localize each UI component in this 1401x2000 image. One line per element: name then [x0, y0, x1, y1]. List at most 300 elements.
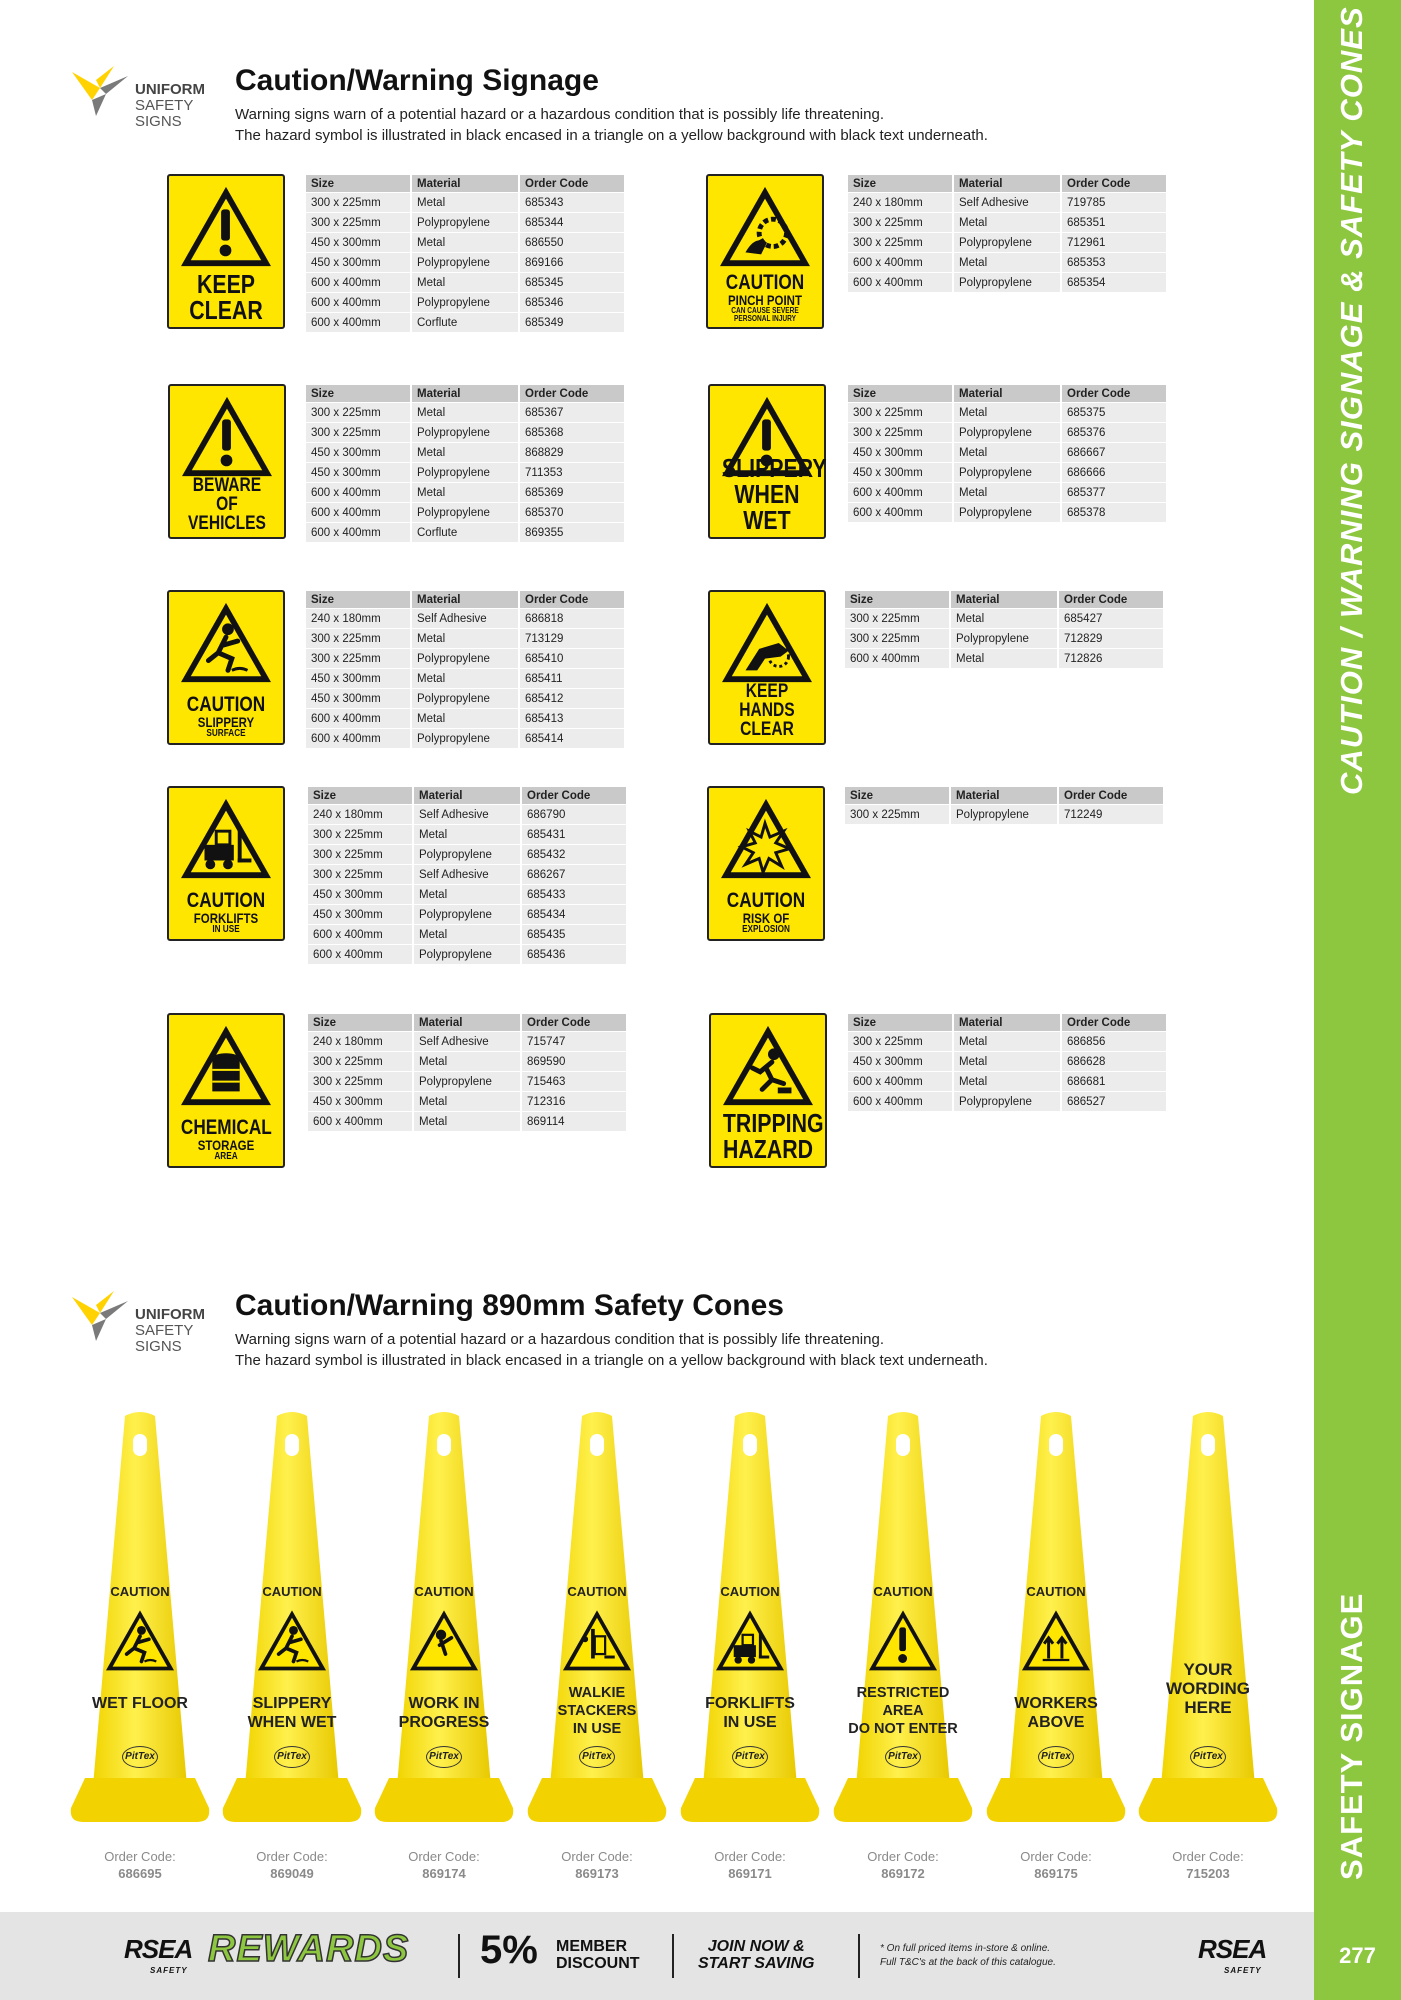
forklift-icon [713, 1606, 787, 1674]
warning-sign [706, 174, 824, 329]
table-cell: 712961 [1062, 233, 1166, 252]
table-cell: Metal [412, 443, 518, 462]
spec-table [843, 590, 1165, 669]
table-row [306, 709, 624, 728]
table-row [306, 443, 624, 462]
table-cell: Corflute [412, 523, 518, 542]
table-cell: 685411 [520, 669, 624, 688]
table-cell: 600 x 400mm [306, 273, 410, 292]
cone-message [219, 1694, 365, 1732]
sign-word-1: CHEMICAL [180, 1116, 272, 1139]
footer-divider [672, 1934, 674, 1978]
table-cell: 685369 [520, 483, 624, 502]
section1-desc-line1: Warning signs warn of a potential hazard or a hazardous condition that is possibly life threatening. [235, 106, 884, 123]
table-cell: Metal [412, 669, 518, 688]
table-cell: 685431 [522, 825, 626, 844]
table-cell: Polypropylene [954, 233, 1060, 252]
table-cell: Metal [412, 193, 518, 212]
cone-message [677, 1694, 823, 1732]
table-cell: Metal [954, 253, 1060, 272]
footer-terms-line2: Full T&C's at the back of this catalogue. [880, 1957, 1056, 1968]
sign-word-2: HAZARD [722, 1134, 813, 1164]
table-cell: 450 x 300mm [306, 253, 410, 272]
side-bar [1314, 0, 1401, 2000]
cone-message-line3: HERE [1184, 1698, 1232, 1717]
sign-wording [181, 271, 271, 323]
table-header-cell: Material [951, 591, 1057, 608]
cone-brand-logo: PitTex [885, 1746, 921, 1768]
cone-order-code [371, 1848, 517, 1882]
section1-desc-line2: The hazard symbol is illustrated in black encased in a triangle on a yellow background with black text underneath. [235, 127, 988, 144]
cone-order-code [983, 1848, 1129, 1882]
table-cell: 685377 [1062, 483, 1166, 502]
table-header-row [308, 787, 626, 804]
sign-word-3: EXPLOSION [742, 924, 790, 935]
table-cell: 686856 [1062, 1032, 1166, 1051]
table-cell: 300 x 225mm [308, 825, 412, 844]
safety-cone [371, 1408, 517, 1833]
table-header-cell: Size [845, 591, 949, 608]
table-row [308, 825, 626, 844]
table-row [848, 193, 1166, 212]
table-cell: 300 x 225mm [308, 1072, 412, 1091]
table-row [306, 293, 624, 312]
sign-word-2: SLIPPERY [197, 714, 255, 730]
table-cell: 450 x 300mm [306, 443, 410, 462]
table-row [848, 1032, 1166, 1051]
table-cell: 600 x 400mm [848, 483, 952, 502]
table-cell: 300 x 225mm [848, 423, 952, 442]
table-cell: 240 x 180mm [306, 609, 410, 628]
table-header-row [848, 1014, 1166, 1031]
table-cell: 715463 [522, 1072, 626, 1091]
order-code-value: 686695 [118, 1866, 162, 1881]
cone-message-line3: DO NOT ENTER [848, 1721, 958, 1737]
logo-mark-icon [70, 1291, 130, 1351]
table-cell: 300 x 225mm [308, 845, 412, 864]
table-cell: 450 x 300mm [306, 669, 410, 688]
table-header-cell: Order Code [520, 385, 624, 402]
cone-message-line2: IN USE [723, 1714, 777, 1731]
table-cell: 300 x 225mm [306, 629, 410, 648]
table-row [306, 193, 624, 212]
sign-word-1: BEWARE OF [192, 475, 262, 515]
table-header-row [848, 175, 1166, 192]
table-cell: 600 x 400mm [845, 649, 949, 668]
cone-caution-label: CAUTION [873, 1584, 933, 1599]
footer-rsea-safety-right: SAFETY [1224, 1966, 1262, 1975]
cone-caution-label: CAUTION [567, 1584, 627, 1599]
cone-message-line1: WET FLOOR [92, 1695, 188, 1712]
table-row [306, 253, 624, 272]
arrows-up-icon [1019, 1606, 1093, 1674]
table-header-row [845, 787, 1163, 804]
page-number: 277 [1314, 1912, 1401, 2000]
table-cell: 685434 [522, 905, 626, 924]
warning-sign [167, 590, 285, 745]
sign-wording [181, 694, 271, 739]
table-cell: 686818 [520, 609, 624, 628]
table-cell: Polypropylene [414, 905, 520, 924]
cone-caution-label: CAUTION [720, 1584, 780, 1599]
table-cell: Metal [951, 649, 1057, 668]
spec-table [306, 1013, 628, 1132]
sign-word-1: CAUTION [725, 271, 805, 294]
logo-line1: UNIFORM [135, 1306, 205, 1323]
sign-wording [181, 890, 271, 935]
footer-rewards: REWARDS [208, 1928, 410, 1970]
table-header-row [306, 175, 624, 192]
table-cell: Polypropylene [412, 423, 518, 442]
table-row [308, 805, 626, 824]
footer-join-line2: START SAVING [698, 1955, 815, 1972]
table-cell: Metal [954, 403, 1060, 422]
table-header-cell: Size [848, 175, 952, 192]
footer-rsea-logo-right: RSEA [1198, 1934, 1267, 1964]
order-code-label: Order Code: [561, 1849, 633, 1864]
sign-word-1: SLIPPERY [721, 453, 827, 483]
table-row [308, 845, 626, 864]
cone-message-line2: WHEN WET [247, 1714, 337, 1731]
table-row [848, 423, 1166, 442]
spec-table [846, 1013, 1168, 1112]
table-cell: Metal [412, 629, 518, 648]
sign-wording [721, 890, 811, 935]
table-row [848, 483, 1166, 502]
table-cell: Polypropylene [412, 649, 518, 668]
table-cell: 600 x 400mm [306, 523, 410, 542]
table-cell: 450 x 300mm [308, 1092, 412, 1111]
table-row [306, 233, 624, 252]
table-cell: 600 x 400mm [308, 925, 412, 944]
cone-order-code [67, 1848, 213, 1882]
table-cell: Polypropylene [412, 503, 518, 522]
table-header-row [308, 1014, 626, 1031]
table-cell: Polypropylene [412, 729, 518, 748]
table-header-cell: Order Code [1062, 385, 1166, 402]
cone-message [830, 1684, 976, 1738]
table-cell: 686628 [1062, 1052, 1166, 1071]
table-row [306, 213, 624, 232]
sign-word-2: PINCH POINT [727, 292, 802, 308]
table-cell: 685368 [520, 423, 624, 442]
table-cell: 300 x 225mm [306, 403, 410, 422]
table-cell: 686267 [522, 865, 626, 884]
section1-title: Caution/Warning Signage [235, 64, 599, 97]
table-header-cell: Order Code [1059, 591, 1163, 608]
table-header-cell: Order Code [522, 787, 626, 804]
table-row [306, 483, 624, 502]
worker-icon [407, 1606, 481, 1674]
sign-word-2: CLEAR [740, 719, 794, 740]
table-cell: Metal [414, 885, 520, 904]
pinch-point-icon [716, 182, 814, 270]
table-row [848, 443, 1166, 462]
logo-line1: UNIFORM [135, 81, 205, 98]
cone-message [983, 1694, 1129, 1732]
table-cell: 712316 [522, 1092, 626, 1111]
table-cell: 450 x 300mm [306, 463, 410, 482]
table-cell: 450 x 300mm [848, 463, 952, 482]
table-row [845, 649, 1163, 668]
cone-body [1135, 1408, 1281, 1833]
order-code-label: Order Code: [256, 1849, 328, 1864]
table-row [308, 905, 626, 924]
sign-word-3: IN USE [212, 924, 240, 935]
table-cell: 685375 [1062, 403, 1166, 422]
sign-word-1: KEEP [196, 269, 256, 299]
table-cell: 300 x 225mm [845, 609, 949, 628]
spec-table [304, 174, 626, 333]
table-cell: 685436 [522, 945, 626, 964]
cone-order-code [1135, 1848, 1281, 1882]
sign-word-1: CAUTION [186, 693, 266, 716]
section2-description [235, 1329, 1135, 1371]
sign-word-3: AREA [214, 1151, 238, 1162]
section1-description [235, 104, 1135, 146]
table-cell: 685376 [1062, 423, 1166, 442]
table-cell: 450 x 300mm [306, 689, 410, 708]
table-cell: 869166 [520, 253, 624, 272]
spec-table [846, 174, 1168, 293]
table-cell: 300 x 225mm [848, 213, 952, 232]
table-row [306, 273, 624, 292]
table-cell: Self Adhesive [414, 1032, 520, 1051]
table-cell: Polypropylene [954, 503, 1060, 522]
cone-caution-label: CAUTION [110, 1584, 170, 1599]
cone-message-line2: PROGRESS [398, 1714, 490, 1731]
logo-line2: SAFETY [135, 1322, 194, 1339]
cone-brand-logo: PitTex [122, 1746, 158, 1768]
table-cell: 450 x 300mm [308, 885, 412, 904]
hand-blade-icon [718, 598, 816, 686]
table-header-cell: Order Code [1062, 1014, 1166, 1031]
safety-cone [677, 1408, 823, 1833]
cone-message-line2: AREA [882, 1703, 924, 1719]
table-cell: Polypropylene [414, 1072, 520, 1091]
footer-join-line1: JOIN NOW & [707, 1938, 805, 1955]
order-code-value: 869174 [422, 1866, 466, 1881]
spec-table [846, 384, 1168, 523]
table-header-cell: Material [414, 787, 520, 804]
table-cell: 300 x 225mm [845, 805, 949, 824]
table-cell: 600 x 400mm [848, 273, 952, 292]
cone-brand-logo: PitTex [426, 1746, 462, 1768]
table-header-cell: Size [848, 1014, 952, 1031]
table-cell: Metal [954, 1052, 1060, 1071]
table-row [306, 503, 624, 522]
table-cell: 300 x 225mm [845, 629, 949, 648]
order-code-label: Order Code: [104, 1849, 176, 1864]
table-header-cell: Order Code [520, 175, 624, 192]
warning-sign [167, 786, 285, 941]
table-row [308, 1092, 626, 1111]
table-cell: 712826 [1059, 649, 1163, 668]
table-header-cell: Size [306, 385, 410, 402]
slipping-person-icon [103, 1606, 177, 1674]
table-cell: 600 x 400mm [306, 503, 410, 522]
table-row [845, 805, 1163, 824]
table-cell: 869590 [522, 1052, 626, 1071]
table-row [848, 403, 1166, 422]
table-row [848, 233, 1166, 252]
cone-message-line1: YOUR [1183, 1660, 1233, 1679]
footer-join-now[interactable] [698, 1938, 814, 1972]
logo-mark-icon [70, 66, 130, 126]
table-header-cell: Order Code [520, 591, 624, 608]
cone-order-code [830, 1848, 976, 1882]
table-row [845, 629, 1163, 648]
safety-cone [1135, 1408, 1281, 1833]
logo-line2: SAFETY [135, 97, 194, 114]
order-code-value: 869171 [728, 1866, 772, 1881]
table-cell: Polypropylene [414, 845, 520, 864]
footer-divider [858, 1934, 860, 1978]
cone-brand-logo: PitTex [579, 1746, 615, 1768]
table-header-row [845, 591, 1163, 608]
warning-sign [168, 384, 286, 539]
cone-brand-logo: PitTex [1038, 1746, 1074, 1768]
table-cell: 600 x 400mm [306, 313, 410, 332]
table-row [306, 689, 624, 708]
table-cell: Polypropylene [954, 463, 1060, 482]
footer-rsea-safety: SAFETY [150, 1966, 188, 1975]
table-row [308, 945, 626, 964]
table-header-cell: Material [951, 787, 1057, 804]
table-row [308, 885, 626, 904]
table-cell: 600 x 400mm [306, 293, 410, 312]
table-row [845, 609, 1163, 628]
table-cell: Polypropylene [954, 423, 1060, 442]
tripping-person-icon [719, 1021, 817, 1109]
table-row [848, 273, 1166, 292]
table-header-cell: Order Code [522, 1014, 626, 1031]
table-cell: Polypropylene [951, 629, 1057, 648]
table-cell: 686550 [520, 233, 624, 252]
table-row [306, 629, 624, 648]
order-code-label: Order Code: [714, 1849, 786, 1864]
table-cell: Polypropylene [954, 273, 1060, 292]
spec-table [306, 786, 628, 965]
exclamation-icon [177, 182, 275, 270]
safety-cone [524, 1408, 670, 1833]
cone-message-line3: IN USE [572, 1721, 622, 1737]
warning-sign [709, 1013, 827, 1168]
table-cell: 450 x 300mm [848, 1052, 952, 1071]
sign-wording [722, 682, 812, 739]
table-cell: 685345 [520, 273, 624, 292]
footer-member-line2: DISCOUNT [556, 1955, 640, 1972]
table-cell: 240 x 180mm [308, 1032, 412, 1051]
table-cell: 300 x 225mm [848, 1032, 952, 1051]
table-header-cell: Size [845, 787, 949, 804]
table-cell: 300 x 225mm [308, 1052, 412, 1071]
order-code-value: 869172 [881, 1866, 925, 1881]
table-cell: 685435 [522, 925, 626, 944]
table-cell: Metal [954, 213, 1060, 232]
table-cell: 600 x 400mm [848, 503, 952, 522]
table-header-cell: Material [412, 385, 518, 402]
explosion-icon [717, 794, 815, 882]
sign-wording [721, 453, 827, 535]
table-cell: 712829 [1059, 629, 1163, 648]
footer-banner [0, 1912, 1314, 2000]
table-cell: 300 x 225mm [306, 213, 410, 232]
table-cell: Polypropylene [954, 1092, 1060, 1111]
table-header-cell: Material [414, 1014, 520, 1031]
slipping-person-icon [255, 1606, 329, 1674]
order-code-value: 869175 [1034, 1866, 1078, 1881]
table-row [308, 1072, 626, 1091]
table-cell: 600 x 400mm [306, 483, 410, 502]
cone-order-code [524, 1848, 670, 1882]
table-cell: Self Adhesive [412, 609, 518, 628]
table-header-cell: Material [954, 1014, 1060, 1031]
table-cell: Self Adhesive [414, 865, 520, 884]
sign-word-2: STORAGE [197, 1137, 255, 1153]
cone-message-line1: WORKERS [1014, 1695, 1098, 1712]
table-row [306, 669, 624, 688]
table-cell: Metal [954, 1072, 1060, 1091]
table-cell: 685351 [1062, 213, 1166, 232]
safety-cone [830, 1408, 976, 1833]
cone-brand-logo: PitTex [732, 1746, 768, 1768]
table-cell: Polypropylene [412, 689, 518, 708]
cone-message-line2: WORDING [1165, 1679, 1251, 1698]
cone-brand-logo: PitTex [274, 1746, 310, 1768]
table-header-cell: Material [954, 385, 1060, 402]
table-cell: Metal [412, 233, 518, 252]
table-cell: 600 x 400mm [306, 729, 410, 748]
table-header-cell: Material [954, 175, 1060, 192]
sign-word-3: CAN CAUSE SEVERE PERSONAL INJURY [731, 306, 799, 323]
warning-sign [167, 1013, 285, 1168]
table-row [306, 463, 624, 482]
table-cell: Metal [412, 709, 518, 728]
cone-message-line1: WORK IN [408, 1695, 480, 1712]
table-row [308, 865, 626, 884]
cone-order-code [677, 1848, 823, 1882]
table-cell: Metal [954, 443, 1060, 462]
table-cell: 715747 [522, 1032, 626, 1051]
table-cell: Self Adhesive [414, 805, 520, 824]
table-cell: 686666 [1062, 463, 1166, 482]
table-row [848, 503, 1166, 522]
cone-message-line2: ABOVE [1027, 1714, 1085, 1731]
uniform-safety-signs-logo [70, 66, 220, 136]
table-row [308, 925, 626, 944]
warning-sign [708, 590, 826, 745]
sign-word-2: FORKLIFTS [193, 910, 259, 926]
spec-table [304, 384, 626, 543]
order-code-label: Order Code: [867, 1849, 939, 1864]
table-cell: 300 x 225mm [848, 403, 952, 422]
table-cell: 685378 [1062, 503, 1166, 522]
table-row [848, 463, 1166, 482]
table-cell: 685432 [522, 845, 626, 864]
footer-percent: 5% [480, 1928, 538, 1972]
footer-rsea-logo: RSEA [124, 1934, 193, 1964]
order-code-value: 869049 [270, 1866, 314, 1881]
table-cell: 685412 [520, 689, 624, 708]
table-header-cell: Material [412, 591, 518, 608]
table-cell: 685413 [520, 709, 624, 728]
table-cell: Polypropylene [412, 253, 518, 272]
footer-terms-line1: * On full priced items in-store & online. [880, 1943, 1051, 1954]
table-cell: 600 x 400mm [848, 1072, 952, 1091]
table-cell: 685343 [520, 193, 624, 212]
warning-sign [707, 786, 825, 941]
